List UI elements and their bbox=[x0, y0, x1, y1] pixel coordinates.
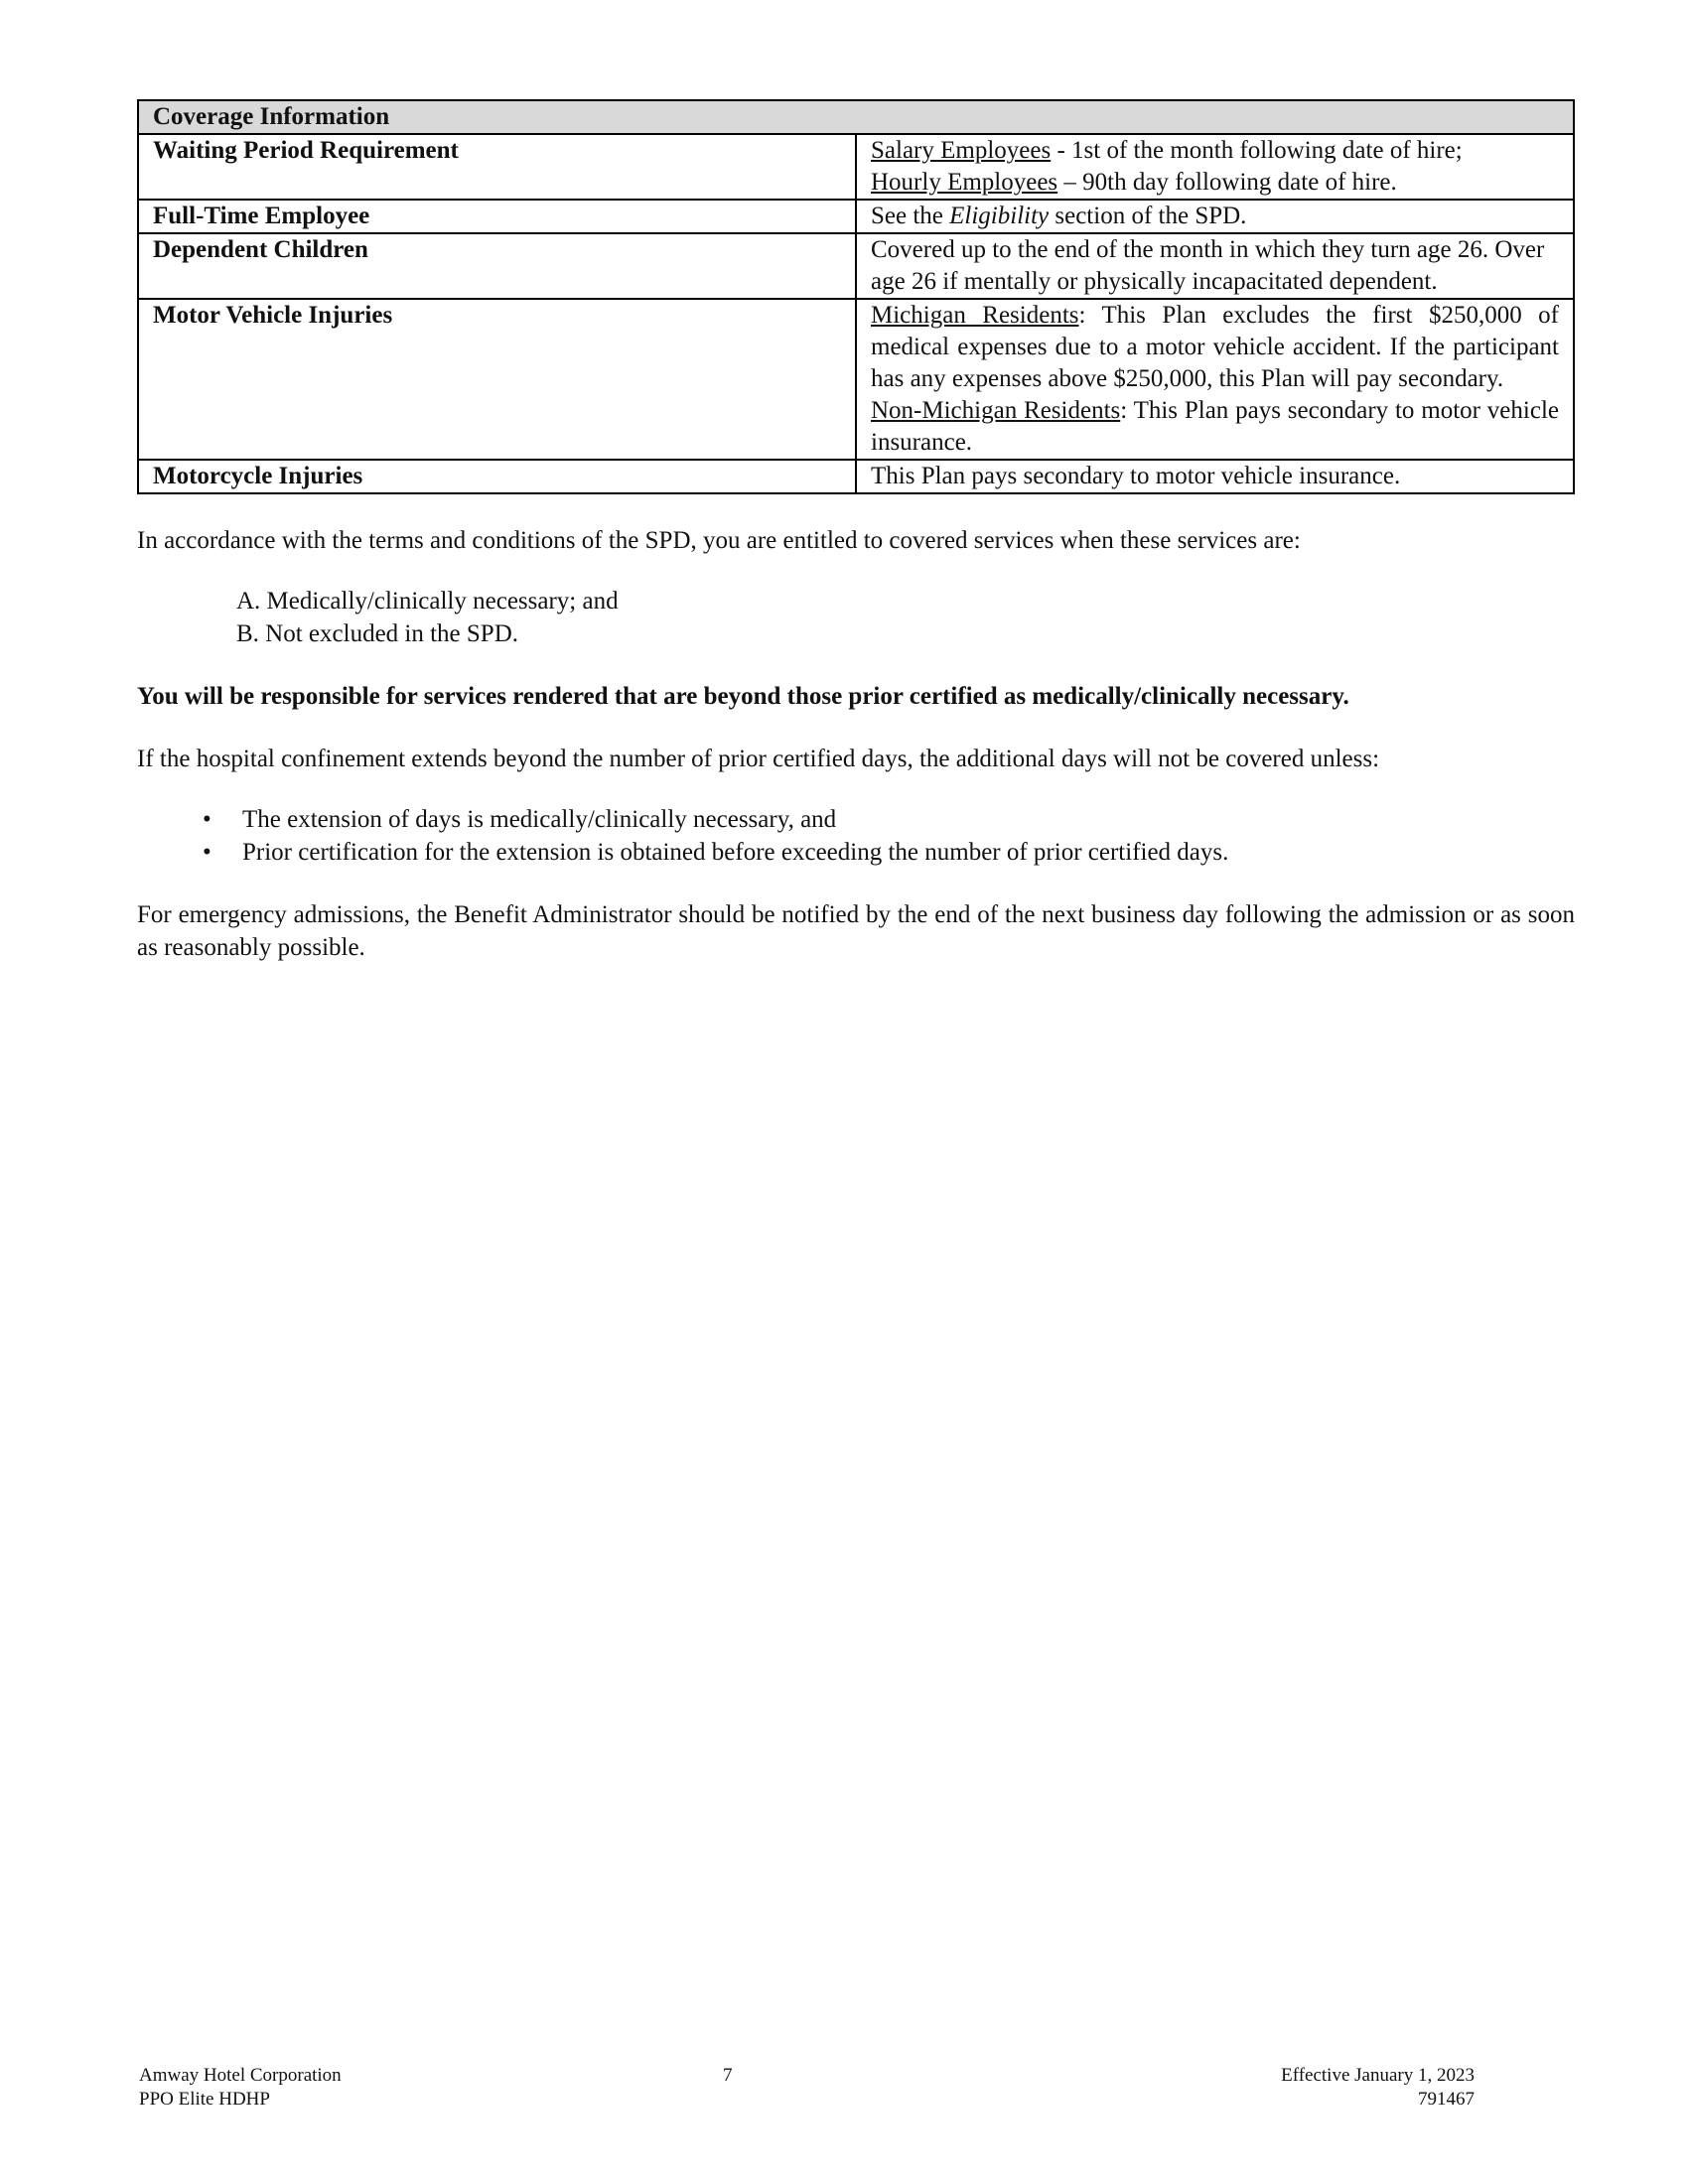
conditions-list bbox=[137, 585, 1575, 650]
list-item: A. Medically/clinically necessary; and bbox=[236, 588, 619, 614]
row-value-motor-vehicle: Michigan Residents: This Plan excludes the first $250,000 of medical expenses due to a motor vehicle accident. If the participant has any expenses above $250,000, this Plan will pay secondary. Non-Michigan Residents: This Plan pays secondary to motor vehicle insurance. bbox=[856, 299, 1574, 460]
footer-right bbox=[1281, 2064, 1475, 2112]
bullet-icon: • bbox=[203, 839, 211, 866]
footer-doc-id: 791467 bbox=[1418, 2089, 1475, 2110]
coverage-table bbox=[137, 99, 1575, 494]
non-michigan-residents-label: Non-Michigan Residents bbox=[871, 397, 1121, 424]
table-header-row bbox=[138, 100, 1574, 134]
footer-effective-date: Effective January 1, 2023 bbox=[1281, 2065, 1475, 2086]
salary-employees-label: Salary Employees bbox=[871, 137, 1052, 164]
row-value-full-time: See the Eligibility section of the SPD. bbox=[856, 200, 1574, 233]
list-item: • The extension of days is medically/clinically necessary, and bbox=[203, 803, 1575, 836]
row-value-dependent-children: Covered up to the end of the month in which they turn age 26. Over age 26 if mentally or physically incapacitated dependent. bbox=[856, 233, 1574, 299]
michigan-residents-label: Michigan Residents bbox=[871, 302, 1079, 329]
list-item: • Prior certification for the extension is obtained before exceeding the number of prior certified days. bbox=[203, 836, 1575, 869]
table-row bbox=[138, 460, 1574, 493]
intro-paragraph: In accordance with the terms and conditions of the SPD, you are entitled to covered services when these services are: bbox=[137, 527, 1301, 554]
row-label-waiting-period: Waiting Period Requirement bbox=[138, 134, 856, 200]
table-header: Coverage Information bbox=[138, 100, 1574, 134]
bullet-list bbox=[137, 803, 1575, 869]
table-row bbox=[138, 233, 1574, 299]
footer-plan: PPO Elite HDHP bbox=[139, 2089, 270, 2110]
row-value-waiting-period: Salary Employees - 1st of the month following date of hire; Hourly Employees – 90th day following date of hire. bbox=[856, 134, 1574, 200]
table-row bbox=[138, 134, 1574, 200]
page-number: 7 bbox=[723, 2065, 733, 2086]
row-label-full-time: Full-Time Employee bbox=[138, 200, 856, 233]
document-page bbox=[137, 99, 1575, 964]
footer-left bbox=[139, 2064, 342, 2112]
list-item: B. Not excluded in the SPD. bbox=[236, 620, 519, 647]
footer-company: Amway Hotel Corporation bbox=[139, 2065, 342, 2086]
table-row bbox=[138, 200, 1574, 233]
row-label-motor-vehicle: Motor Vehicle Injuries bbox=[138, 299, 856, 460]
hourly-employees-label: Hourly Employees bbox=[871, 169, 1058, 196]
table-row bbox=[138, 299, 1574, 460]
row-label-motorcycle: Motorcycle Injuries bbox=[138, 460, 856, 493]
row-label-dependent-children: Dependent Children bbox=[138, 233, 856, 299]
emergency-paragraph: For emergency admissions, the Benefit Administrator should be notified by the end of the next business day following the admission or as soon as reasonably possible. bbox=[137, 901, 1575, 961]
bullet-icon: • bbox=[203, 806, 211, 833]
row-value-motorcycle: This Plan pays secondary to motor vehicle insurance. bbox=[856, 460, 1574, 493]
eligibility-term: Eligibility bbox=[949, 203, 1050, 229]
responsibility-statement: You will be responsible for services rendered that are beyond those prior certified as medically/clinically necessary. bbox=[137, 683, 1349, 710]
hospital-paragraph: If the hospital confinement extends beyond the number of prior certified days, the additional days will not be covered unless: bbox=[137, 746, 1380, 772]
